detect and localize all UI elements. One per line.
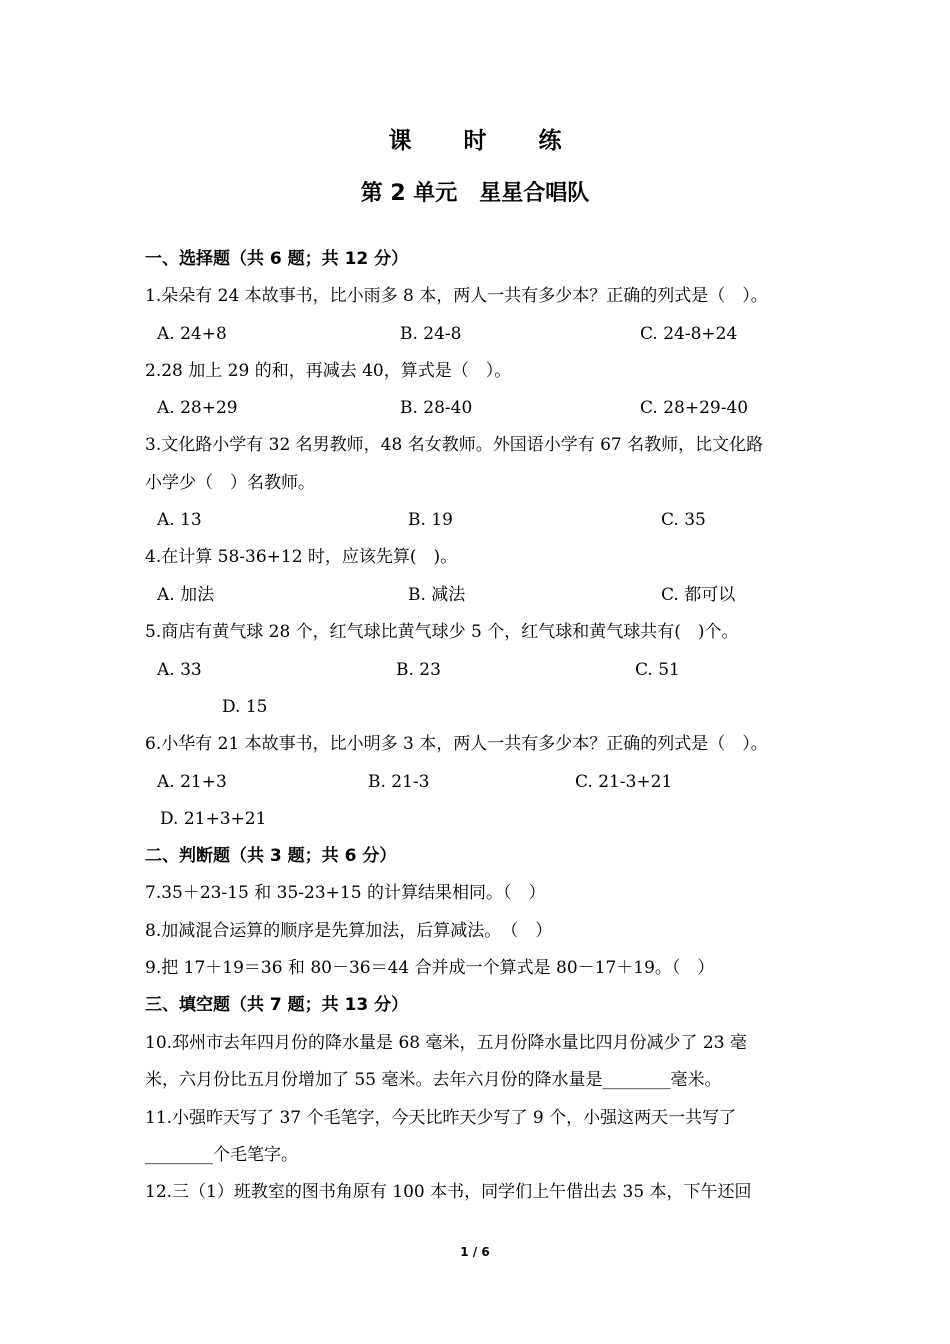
q2-option-c: C. 28+29-40 — [640, 398, 749, 418]
q6-option-d: D. 21+3+21 — [160, 809, 267, 829]
question-11-line-1: 11.小强昨天写了 37 个毛笔字，今天比昨天少写了 9 个，小强这两天一共写了 — [145, 1108, 737, 1128]
question-10-line-1: 10.邳州市去年四月份的降水量是 68 毫米，五月份降水量比四月份减少了 23 毫 — [145, 1033, 747, 1053]
question-10-line-2: 米，六月份比五月份增加了 55 毫米。去年六月份的降水量是________毫米。 — [145, 1070, 722, 1090]
q6-option-a: A. 21+3 — [157, 772, 227, 792]
section-heading-choice: 一、选择题（共 6 题；共 12 分） — [145, 249, 409, 269]
q2-option-a: A. 28+29 — [157, 398, 238, 418]
question-3-line-1: 3.文化路小学有 32 名男教师，48 名女教师。外国语小学有 67 名教师，比文化路 — [145, 435, 764, 455]
page-number: 1 / 6 — [460, 1245, 490, 1259]
q5-option-c: C. 51 — [635, 660, 680, 680]
q4-option-c: C. 都可以 — [661, 585, 736, 605]
page-title: 课 时 练 — [388, 128, 584, 154]
question-3-line-2: 小学少（ ）名教师。 — [145, 473, 315, 493]
section-heading-fill-blank: 三、填空题（共 7 题；共 13 分） — [145, 995, 409, 1015]
question-7: 7.35＋23-15 和 35-23+15 的计算结果相同。（ ） — [145, 883, 546, 903]
question-4: 4.在计算 58-36+12 时，应该先算( )。 — [145, 547, 458, 567]
q5-option-a: A. 33 — [157, 660, 202, 680]
question-1: 1.朵朵有 24 本故事书，比小雨多 8 本，两人一共有多少本？正确的列式是（ ）。 — [145, 286, 768, 306]
question-12-line-1: 12.三（1）班教室的图书角原有 100 本书，同学们上午借出去 35 本，下午还回 — [145, 1182, 752, 1202]
question-2: 2.28 加上 29 的和，再减去 40，算式是（ ）。 — [145, 361, 512, 381]
q1-option-a: A. 24+8 — [157, 324, 227, 344]
q5-option-d: D. 15 — [222, 697, 268, 717]
q3-option-c: C. 35 — [661, 510, 706, 530]
q6-option-b: B. 21-3 — [368, 772, 430, 792]
q3-option-b: B. 19 — [408, 510, 453, 530]
q1-option-b: B. 24-8 — [400, 324, 462, 344]
q4-option-a: A. 加法 — [157, 585, 215, 605]
question-9: 9.把 17＋19＝36 和 80－36＝44 合并成一个算式是 80－17＋19。（ ） — [145, 958, 715, 978]
q6-option-c: C. 21-3+21 — [575, 772, 673, 792]
q3-option-a: A. 13 — [157, 510, 202, 530]
question-5: 5.商店有黄气球 28 个，红气球比黄气球少 5 个，红气球和黄气球共有( )个。 — [145, 622, 739, 642]
question-6: 6.小华有 21 本故事书，比小明多 3 本，两人一共有多少本？正确的列式是（ ）。 — [145, 734, 768, 754]
section-heading-judgment: 二、判断题（共 3 题；共 6 分） — [145, 846, 397, 866]
q1-option-c: C. 24-8+24 — [640, 324, 738, 344]
q2-option-b: B. 28-40 — [400, 398, 473, 418]
q5-option-b: B. 23 — [396, 660, 441, 680]
q4-option-b: B. 减法 — [408, 585, 466, 605]
question-8: 8.加减混合运算的顺序是先算加法，后算减法。 （ ） — [145, 921, 553, 941]
question-11-line-2: ________个毛笔字。 — [145, 1145, 298, 1165]
unit-subtitle: 第 2 单元 星星合唱队 — [360, 181, 590, 206]
